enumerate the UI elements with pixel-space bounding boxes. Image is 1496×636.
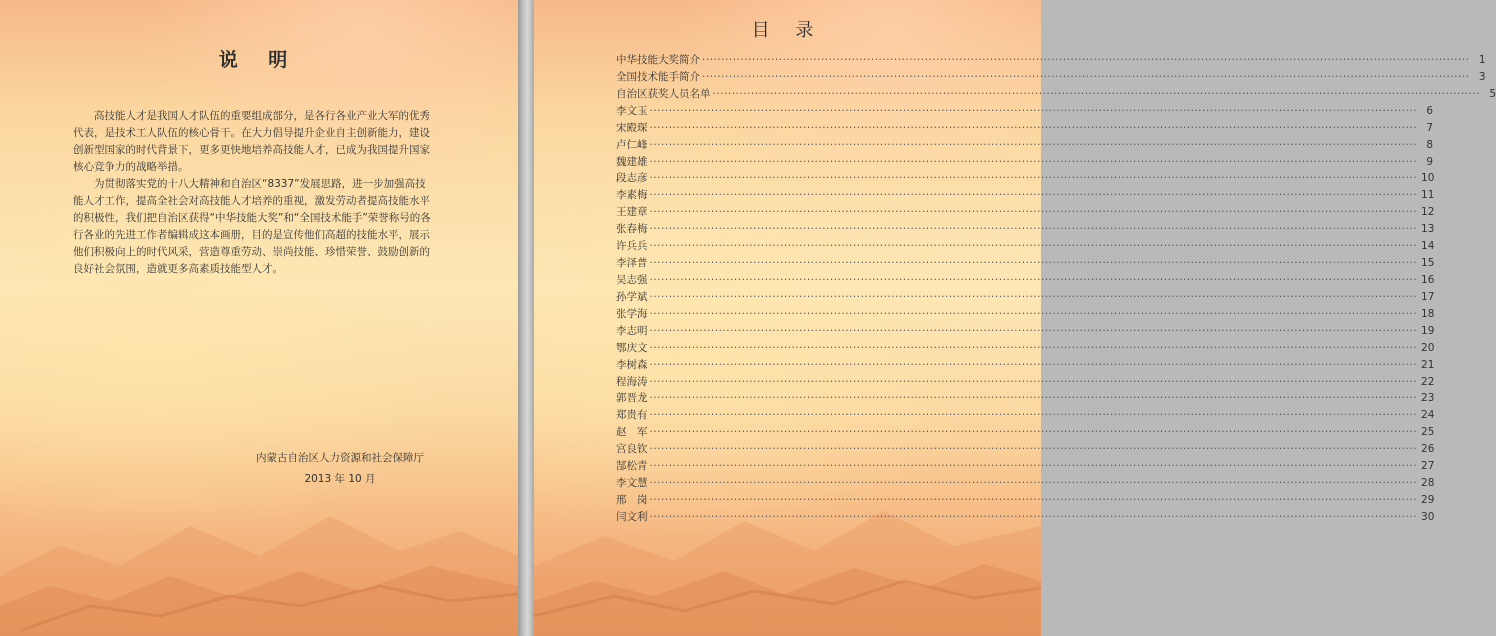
toc-entry-page: 8 xyxy=(1426,138,1434,151)
toc-dot-leader: ········································································································································································································ xyxy=(649,257,1418,270)
toc-dot-leader: ········································································································································································································ xyxy=(702,54,1470,66)
toc-entry-page: 11 xyxy=(1421,189,1435,202)
intro-paragraph: 高技能人才是我国人才队伍的重要组成部分，是各行各业产业大军的优秀代表，是技术工人队伍的核心骨干。在大力倡导提升企业自主创新能力，建设创新型国家的时代背景下，更多更快地培养高技能人才，已成为我国提升国家核心竞争力的战略举措。 xyxy=(73,110,430,173)
toc-entry-name: 李树森 xyxy=(616,358,648,371)
signoff xyxy=(230,448,450,490)
toc-entry-page: 29 xyxy=(1421,493,1435,506)
toc-entry-page: 7 xyxy=(1426,121,1434,134)
toc-entry[interactable] xyxy=(616,137,1434,154)
left-page xyxy=(0,0,518,636)
toc-entry-name: 李素梅 xyxy=(616,189,648,202)
right-page xyxy=(534,0,1496,636)
toc-entry[interactable] xyxy=(616,458,1435,475)
toc-entry-page: 12 xyxy=(1421,206,1435,219)
toc-entry-page: 23 xyxy=(1421,392,1435,405)
toc-dot-leader: ········································································································································································································ xyxy=(649,290,1418,303)
toc-entry-name: 李文慧 xyxy=(616,477,648,490)
toc-dot-leader: ········································································································································································································ xyxy=(649,206,1418,219)
toc-entry[interactable] xyxy=(616,204,1435,221)
toc-entry[interactable] xyxy=(616,69,1486,86)
toc-dot-leader: ········································································································································································································ xyxy=(649,375,1418,388)
toc-dot-leader: ········································································································································································································ xyxy=(649,121,1418,134)
toc-entry-page: 6 xyxy=(1426,104,1434,117)
toc-entry[interactable] xyxy=(616,306,1435,323)
toc-entry[interactable] xyxy=(616,424,1435,441)
page-title: 说 明 xyxy=(218,49,300,71)
toc-entry[interactable] xyxy=(616,441,1435,458)
toc-entry-page: 13 xyxy=(1421,223,1435,236)
toc-entry-name: 宋殿琛 xyxy=(616,121,648,134)
toc-entry-name: 王建章 xyxy=(616,206,648,219)
toc-entry-name: 邢 岗 xyxy=(616,493,648,506)
toc-entry-page: 28 xyxy=(1421,477,1435,490)
toc-entry-name: 李泽普 xyxy=(616,257,648,270)
toc-dot-leader: ········································································································································································································ xyxy=(649,426,1418,439)
toc-dot-leader: ········································································································································································································ xyxy=(649,477,1418,490)
toc-entry-name: 全国技术能手简介 xyxy=(616,70,700,83)
toc-dot-leader: ········································································································································································································ xyxy=(649,460,1418,473)
toc-entry-name: 李文玉 xyxy=(616,104,648,117)
toc-dot-leader: ········································································································································································································ xyxy=(649,240,1418,253)
toc-entry[interactable] xyxy=(616,475,1435,492)
toc-entry-name: 程海涛 xyxy=(616,375,648,388)
toc-entry-page: 21 xyxy=(1421,358,1435,371)
toc-dot-leader: ········································································································································································································ xyxy=(649,324,1418,337)
toc-entry-name: 鄂庆文 xyxy=(616,341,648,354)
toc-entry[interactable] xyxy=(616,221,1435,238)
toc-entry-name: 魏建雄 xyxy=(616,155,648,168)
toc-entry[interactable] xyxy=(616,289,1435,306)
book-gutter xyxy=(518,0,534,636)
toc-dot-leader: ········································································································································································································ xyxy=(649,493,1418,506)
intro-text xyxy=(73,108,435,278)
toc-dot-leader: ········································································································································································································ xyxy=(649,510,1418,523)
toc-entry-name: 赵 军 xyxy=(616,426,648,439)
toc-entry-name: 孙学斌 xyxy=(616,290,648,303)
toc-dot-leader: ········································································································································································································ xyxy=(649,104,1418,117)
toc-dot-leader: ········································································································································································································ xyxy=(649,341,1418,354)
toc-entry-name: 吴志强 xyxy=(616,273,648,286)
toc-entry-page: 3 xyxy=(1478,70,1486,83)
toc-entry-page: 5 xyxy=(1489,87,1496,100)
toc-entry[interactable] xyxy=(616,407,1435,424)
toc-entry-page: 24 xyxy=(1421,409,1435,422)
toc-entry[interactable] xyxy=(616,154,1434,171)
toc-dot-leader: ········································································································································································································ xyxy=(649,189,1418,202)
toc-entry[interactable] xyxy=(616,492,1435,509)
toc-dot-leader: ········································································································································································································ xyxy=(649,358,1418,371)
toc-entry[interactable] xyxy=(616,52,1486,69)
table-of-contents xyxy=(616,52,1496,526)
toc-entry-name: 张学海 xyxy=(616,307,648,320)
toc-entry-page: 27 xyxy=(1421,460,1435,473)
toc-dot-leader: ········································································································································································································ xyxy=(702,70,1470,83)
toc-entry-name: 李志明 xyxy=(616,324,648,337)
toc-entry-page: 18 xyxy=(1421,307,1435,320)
toc-entry-name: 郜松青 xyxy=(616,460,648,473)
toc-dot-leader: ········································································································································································································ xyxy=(649,172,1418,185)
toc-entry[interactable] xyxy=(616,323,1435,340)
toc-entry-name: 宫良钦 xyxy=(616,443,648,456)
toc-dot-leader: ········································································································································································································ xyxy=(712,87,1481,100)
toc-entry[interactable] xyxy=(616,340,1435,357)
toc-entry-page: 25 xyxy=(1421,426,1435,439)
toc-entry-name: 郑贵有 xyxy=(616,409,648,422)
toc-dot-leader: ········································································································································································································ xyxy=(649,223,1418,236)
toc-entry-name: 闫文利 xyxy=(616,510,648,523)
toc-entry[interactable] xyxy=(616,272,1435,289)
toc-dot-leader: ········································································································································································································ xyxy=(649,409,1418,422)
toc-entry[interactable] xyxy=(616,238,1435,255)
toc-entry-page: 16 xyxy=(1421,273,1435,286)
toc-entry-name: 中华技能大奖简介 xyxy=(616,54,700,66)
toc-entry-page: 26 xyxy=(1421,443,1435,456)
toc-entry[interactable] xyxy=(616,357,1435,374)
toc-dot-leader: ········································································································································································································ xyxy=(649,443,1418,456)
toc-entry-page: 10 xyxy=(1421,172,1435,185)
signoff-org: 内蒙古自治区人力资源和社会保障厅 xyxy=(256,452,424,464)
toc-entry-page: 1 xyxy=(1478,54,1486,66)
toc-entry-page: 30 xyxy=(1421,510,1435,523)
toc-dot-leader: ········································································································································································································ xyxy=(649,273,1418,286)
toc-entry-page: 14 xyxy=(1421,240,1435,253)
toc-dot-leader: ········································································································································································································ xyxy=(649,155,1418,168)
toc-entry-page: 20 xyxy=(1421,341,1435,354)
toc-title: 目 录 xyxy=(751,20,824,41)
toc-entry[interactable] xyxy=(616,120,1434,137)
intro-paragraph: 为贯彻落实党的十八大精神和自治区“8337”发展思路，进一步加强高技能人才工作，提高全社会对高技能人才培养的重视，激发劳动者提高技能水平的积极性，我们把自治区获得“中华技能大奖”和“全国技术能手”荣誉称号的各行各业的先进工作者编辑成这本画册，目的是宣传他们高超的技能水平，展示他们积极向上的时代风采，营造尊重劳动、崇尚技能、珍惜荣誉、鼓励创新的良好社会氛围，造就更多高素质技能型人才。 xyxy=(73,178,431,275)
toc-entry-name: 卢仁峰 xyxy=(616,138,648,151)
toc-dot-leader: ········································································································································································································ xyxy=(649,392,1418,405)
toc-entry[interactable] xyxy=(616,509,1435,526)
toc-entry[interactable] xyxy=(616,390,1435,407)
toc-entry[interactable] xyxy=(616,103,1434,120)
toc-entry-page: 22 xyxy=(1421,375,1435,388)
toc-entry[interactable] xyxy=(616,86,1496,103)
toc-entry-page: 9 xyxy=(1426,155,1434,168)
signoff-date: 2013 年 10 月 xyxy=(304,473,376,485)
toc-entry-name: 自治区获奖人员名单 xyxy=(616,87,711,100)
toc-entry-page: 19 xyxy=(1421,324,1435,337)
toc-entry[interactable] xyxy=(616,255,1435,272)
toc-entry-name: 张春梅 xyxy=(616,223,648,236)
toc-entry[interactable] xyxy=(616,170,1435,187)
toc-entry[interactable] xyxy=(616,374,1435,391)
toc-entry-page: 15 xyxy=(1421,257,1435,270)
toc-dot-leader: ········································································································································································································ xyxy=(649,138,1418,151)
toc-entry-name: 郭晋龙 xyxy=(616,392,648,405)
toc-entry-name: 许兵兵 xyxy=(616,240,648,253)
toc-dot-leader: ········································································································································································································ xyxy=(649,307,1418,320)
toc-entry-page: 17 xyxy=(1421,290,1435,303)
toc-entry[interactable] xyxy=(616,187,1435,204)
toc-entry-name: 段志彦 xyxy=(616,172,648,185)
